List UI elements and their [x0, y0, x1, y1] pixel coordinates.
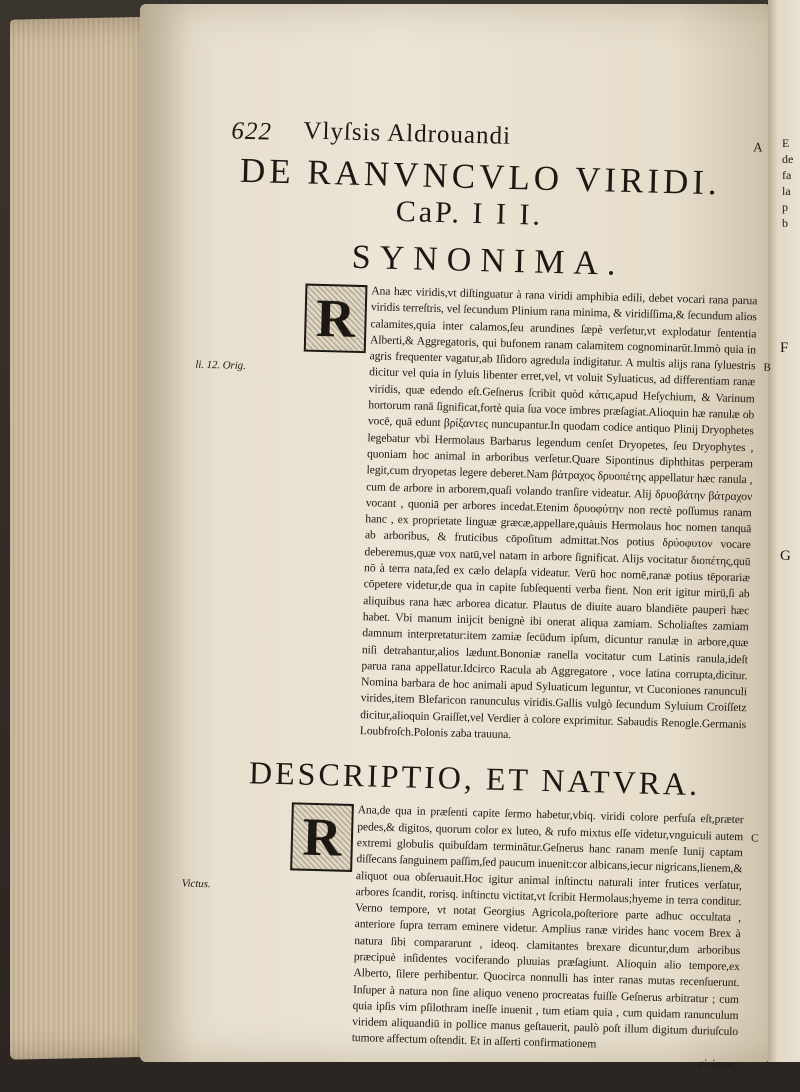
- section-heading-descriptio: DESCRIPTIO, ET NATVRA.: [248, 754, 701, 803]
- facing-page-letter: G: [780, 548, 791, 564]
- margin-note: Victus.: [181, 877, 211, 891]
- decorated-initial: R: [304, 284, 368, 354]
- facing-page-strip: [768, 0, 800, 1062]
- page-number: 622: [231, 117, 273, 146]
- facing-page-letter: E: [782, 136, 790, 150]
- page-content: [147, 110, 772, 1073]
- facing-page-letter: de: [782, 152, 794, 166]
- facing-page-letter: b: [782, 216, 788, 230]
- facing-page-letter: fa: [782, 168, 792, 182]
- synonima-paragraph: [195, 282, 771, 750]
- chapter-number: CaP. I I I.: [395, 194, 544, 232]
- section-heading-synonima: SYNONIMA.: [351, 238, 625, 283]
- running-head-author: Vlyſsis Aldrouandi: [303, 117, 512, 150]
- margin-note: li. 12. Orig.: [195, 358, 246, 373]
- synonima-text: Ana hæc viridis,vt diſtinguatur à rana viridi amphibia edili, debet vocari rana parua viridis terreſtris, vel ſecundum Plinium rana minima, & viridiſſima,& ſecundum alios calamites,quia inter calamos,ſeu arundines ſæpè verſetur,vt explodatur ſententia Alberti,& Aggregatoris, qui bufonem ranam calamitem cognominarūt.Immò quia in agris frequenter vagatur,ab Iſidoro agredula indigitatur. A multis alijs rana ſyluestris dicitur vel quia in ſyluis libenter erret,vel, vt voluit Syluaticus, ad differentiam ranæ viridis, quæ edendo eſt.Geſnerus ſcribit quòd κάτις,apud Heſychium, & Varinum hortorum ranā ſignificat,fortè quia ſua voce imbres præſagiat.Alioquin hæ ranulæ ob vocē, quā edunt βρίξαντες nuncupantur.In quodam codice antiquo Plinij Dryophetes legebatur vbi Hermolaus Barbarus legendum cenſet Dryopetes, ſeu Dryophytes , quoniam hoc animal in arboribus verſetur.Quare Sipontinus diphthitas perperam legit,cum dryopetas legere deberet.Nam βάτραχος δρυοπέτης appellatur hæc ranula , cum de arbore in arborem,quaſi volando tranſire videatur. Alij δρυοβάτην βάτραχον vocant , quoniā per arbores incedat.Etenim δρυοφύτην non rectè poſſumus ranam hanc , ex proprietate linguæ græcæ,appellare,quàuis Hermolaus hoc nomen tanquā ab arboribus, & fruticibus cōpoſitum admittat.Nos potius δρύοφυτον vocare deberemus,quæ vox natū,vel natam in arbore ſignificat. Alijs vocitatur διοπέτης,quū nō à terra nata,ſed ex cælo delapſa videatur. Verū hoc nomē,ranæ potius tēporariæ cōpetere videtur,de qua in capite ſubſequenti verba fient. Non erit igitur mirū,ſi ab aliquibus rana hæc arborea dicatur. Plautus de diuite auaro blandiēte pauperi hæc habet. Vbi manum inijcit benignè ibi onerat aliqua zamiam. Scholiaſtes zamiam damnum interpretatur:item zamiæ ſecūdum ipſum, dicuntur ranulæ in arbore,quæ niſi detrahantur,alios lædunt.Bononiæ ranella vocitatur cum Latinis ranula,ideſt parua rana appellatur.Idcirco Racula ab Aggregatore , voce latina corrupta,dicitur. Nomina barbara de hoc animali apud Syluaticum leguntur, vt Cuconiones ranunculi virides,item Blefaricon ranunculus viridis.Gallis vulgò ſecundum Syluium Croiſſetz dicitur,alioquin Graiſſet,vel Verdier à colore exprimitur. Sabaudis Renogle.Germanis Loubfroſch.Polonis zaba trauuna.: [359, 284, 758, 742]
- descriptio-text: Ana,de qua in præſenti capite ſermo habetur,vbiq. viridi colore perfuſa eſt,præter pedes,& digitos, quorum color ex luteo, & rufo mixtus eſſe videtur,vnguiculi autem extremi globulis quibuſdam terminātur.Geſnerus hanc ranam menſe Iunij captam diſſecans ſanguinem paſſim,ſed paucum inuenit:cor albicans,iecur nigricans,lienem,& aliquot oua obſeruauit.Hoc igitur animal inſtinctu naturali inter frutices verſatur, arbores ſcandit, rorisq. inſtinctu victitat,vt ſcribit Hermolaus;hyeme in terra conditur. Verno tempore, vt notat Georgius Agricola,poſteriore parte adhuc occultata , anteriore ſupra terram eminere videtur. Amplius ranæ virides hanc vocem Brex à natura ſibi compararunt , ideoq. clamitantes brexare dicuntur,dum arboribus præcipuè inſidentes vociferando pluuias præſagiunt. Alioquin alio tempore,ex Alberto, ſilere perhibentur. Quocirca nonnulli has inter ranas mutas recenſuerunt. Inſuper à natura non ſine aliquo veneno procreatas fuiſſe Geſnerus arbitratur ; cum quia ipſis vim pſilothram ineſſe inuenit , tum etiam quia , cum quidam ranunculum viridem aliquandiū in pollice manus geſtauerit, paulò poſt illum digitum duriuſculo tumore affectum oſtendit. Et in aſſerti confirmationem: [351, 803, 744, 1051]
- catchword: cicimus,: [698, 1056, 738, 1071]
- chapter-title: DE RANVNCVLO VIRIDI.: [239, 150, 722, 203]
- descriptio-paragraph: [181, 801, 759, 1073]
- facing-page-letter: F: [780, 340, 789, 356]
- margin-marker: A: [753, 139, 764, 155]
- facing-page-letter: la: [782, 184, 791, 198]
- margin-marker: B: [763, 361, 771, 374]
- facing-page-letter: p: [782, 200, 788, 214]
- decorated-initial: R: [290, 803, 354, 873]
- margin-marker: C: [750, 832, 759, 845]
